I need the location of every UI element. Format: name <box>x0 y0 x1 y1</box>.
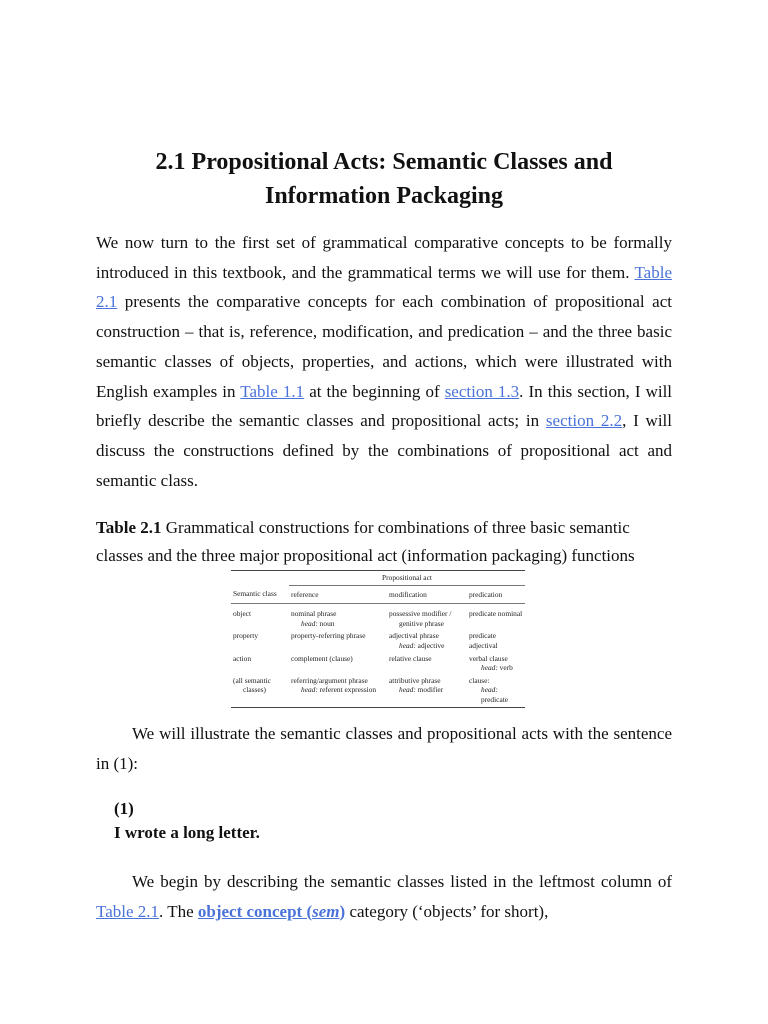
table-column-header: Semantic class <box>231 585 289 604</box>
table-cell-line: head: modifier <box>399 685 444 695</box>
table-column-header: predication <box>467 585 525 604</box>
table-cell-line: object <box>233 609 252 619</box>
table-cell <box>387 673 467 707</box>
example-number: (1) <box>114 799 134 818</box>
cross-reference-link[interactable]: Table 1.1 <box>240 381 305 401</box>
paragraph-text: We now turn to the first set of grammatical comparative concepts to be formally introduced in this textbook, and the grammatical terms we will use for them. <box>96 233 672 282</box>
table-caption-label: Table 2.1 <box>96 518 162 537</box>
table-cell <box>289 673 387 707</box>
semantic-classes-paragraph <box>96 867 672 926</box>
table-cell <box>231 651 289 673</box>
table-cell <box>467 651 525 673</box>
paragraph-text: category (‘objects’ for short), <box>345 901 549 921</box>
table-cell-line: possessive modifier / <box>389 609 452 619</box>
table-cell-line: attributive phrase <box>389 675 441 685</box>
illustration-paragraph: We will illustrate the semantic classes and propositional acts with the sentence in (1): <box>96 724 672 773</box>
table-cell-line: genitive phrase <box>399 618 444 628</box>
table-cell <box>289 604 387 629</box>
table-cell <box>387 651 467 673</box>
table-row <box>231 628 525 650</box>
table-cell-line: predicate adjectival <box>469 631 498 650</box>
table-cell-line: head: verb <box>481 663 513 673</box>
cross-reference-link[interactable]: Table 2.1 <box>96 901 160 921</box>
cross-reference-link[interactable]: section 2.2 <box>545 411 623 431</box>
paragraph-text: , I will discuss the constructions defined by the combinations of propositional act and semantic class. <box>96 411 673 490</box>
table-cell <box>387 604 467 629</box>
glossary-term-link[interactable]: sem <box>312 901 340 921</box>
paragraph-text: presents the comparative concepts for each combination of propositional act construction – that is, reference, modification, and predication – and the three basic semantic classes of objects, properties, and actions, which were illustrated with English examples in <box>96 292 672 401</box>
paragraph-text: . The <box>159 901 198 921</box>
table-row <box>231 651 525 673</box>
table-cell <box>467 604 525 629</box>
cross-reference-link[interactable]: Table 2.1 <box>96 262 672 312</box>
table-cell <box>467 628 525 650</box>
table-cell-line: head: noun <box>301 618 335 628</box>
table-cell <box>387 628 467 650</box>
table-cell-line: head: adjective <box>399 640 445 650</box>
table-caption-text: Grammatical constructions for combinations of three basic semantic classes and the three major propositional act (information packaging) functions <box>96 518 635 565</box>
glossary-term-link[interactable]: ) <box>339 901 346 921</box>
table-cell-line: action <box>233 653 252 663</box>
paragraph-text: We begin by describing the semantic classes listed in the leftmost column of <box>132 872 672 891</box>
table-row <box>231 673 525 707</box>
table-cell-line: nominal phrase <box>291 609 337 619</box>
intro-paragraph <box>96 228 672 495</box>
table-cell-line: head: referent expression <box>301 685 377 695</box>
table-cell <box>231 628 289 650</box>
table-cell-line: predicate nominal <box>469 609 523 619</box>
glossary-term-link[interactable]: object concept ( <box>197 901 313 921</box>
table-cell <box>289 628 387 650</box>
table-cell-line: classes) <box>243 685 266 695</box>
table-group-header: Propositional act <box>289 571 525 586</box>
table-cell-line: property-referring phrase <box>291 631 366 641</box>
table-cell <box>289 651 387 673</box>
table-row <box>231 604 525 629</box>
cross-reference-link[interactable]: section 1.3 <box>444 381 520 401</box>
example-sentence: I wrote a long letter. <box>114 823 260 842</box>
table-cell-line: complement (clause) <box>291 653 353 663</box>
table-cell-line: clause: <box>469 675 490 685</box>
table-cell <box>231 673 289 707</box>
table-column-header: modification <box>387 585 467 604</box>
section-heading: 2.1 Propositional Acts: Semantic Classes and Information Packaging <box>155 149 613 209</box>
table-cell <box>231 604 289 629</box>
table-column-header: reference <box>289 585 387 604</box>
table-cell-line: property <box>233 631 259 641</box>
table-cell-line: adjectival phrase <box>389 631 439 641</box>
paragraph-text: . In this section, I will briefly describe the semantic classes and propositional acts; in <box>96 381 673 431</box>
table-cell-line: verbal clause <box>469 653 508 663</box>
paragraph-text: at the beginning of <box>304 381 445 401</box>
table-caption <box>96 514 672 570</box>
table-cell-line: (all semantic <box>233 675 271 685</box>
table-cell <box>467 673 525 707</box>
table-cell-line: referring/argument phrase <box>291 675 368 685</box>
semantic-classes-table <box>231 570 525 708</box>
table-cell-line: relative clause <box>389 653 432 663</box>
table-cell-line: head: predicate <box>481 685 509 704</box>
